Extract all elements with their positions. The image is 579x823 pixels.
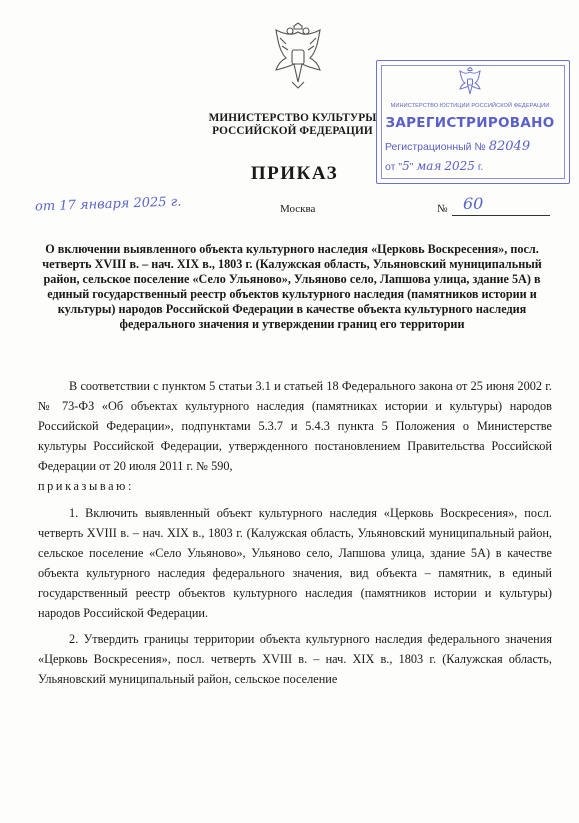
prikazyvayu-word: приказываю: xyxy=(38,479,134,494)
stamp-status: ЗАРЕГИСТРИРОВАНО xyxy=(385,115,555,131)
stamp-reg-label: Регистрационный № xyxy=(385,141,486,153)
stamp-date-line xyxy=(385,159,565,173)
stamp-reg-number-line xyxy=(385,139,565,154)
paragraph-preamble xyxy=(38,376,552,497)
preamble-text: В соответствии с пунктом 5 статьи 3.1 и статьей 18 Федерального закона от 25 июня 2002 г. № 73-ФЗ «Об объектах культурного наследия (памятниках истории и культуры) народов Российской Федерации», подпунктами 5.3.7 и 5.4.3 пункта 5 Положения о Министерстве культуры Российской Федерации, утвержденного постановлением Правительства Российской Федерации от 20 июля 2011 г. № 590, xyxy=(38,379,552,474)
stamp-date-month: мая xyxy=(416,159,442,173)
paragraph-item-1: 1. Включить выявленный объект культурного наследия «Церковь Воскресения», посл. четверть XVIII в. – нач. XIX в., 1803 г. (Калужская область, Ульяновский муниципальный район, сельское поселение «Село Ульяново», Ульяново село, Лапшова улица, здание 5А) в качестве объекта культурного наследия федерального значения, вид объекта – памятник, в единый государственный реестр объектов культурного наследия (памятников истории и культуры) народов Российской Федерации. xyxy=(38,505,552,621)
stamp-emblem-icon xyxy=(457,67,483,95)
stamp-ministry-text: МИНИСТЕРСТВО ЮСТИЦИИ РОССИЙСКОЙ ФЕДЕРАЦИИ xyxy=(390,103,550,109)
handwritten-number: 60 xyxy=(463,194,484,213)
stamp-date-day: 5 xyxy=(402,159,410,173)
stamp-reg-number: 82049 xyxy=(488,139,531,154)
city-label: Москва xyxy=(280,203,316,215)
order-heading: О включении выявленного объекта культурного наследия «Церковь Воскресения», посл. четверть XVIII в. – нач. XIX в., 1803 г. (Калужская область, Ульяновский муниципальный район, сельское поселение «Село Ульяново», Ульяново село, Лапшова улица, здание 5А) в единый государственный реестр объектов культурного наследия (памятников истории и культуры) народов Российской Федерации в качестве объекта культурного наследия федерального значения и утверждении границ его территории xyxy=(42,242,542,332)
ministry-line-2: РОССИЙСКОЙ ФЕДЕРАЦИИ xyxy=(212,125,373,137)
stamp-date-mid: " xyxy=(409,161,414,173)
stamp-date-prefix: от " xyxy=(385,161,403,173)
order-body xyxy=(38,376,552,689)
paragraph-item-2: 2. Утвердить границы территории объекта культурного наследия федерального значения «Церковь Воскресения», посл. четверть XVIII в. – нач. XIX в., 1803 г. (Калужская область, Ульяновский муниципальный район, сельское поселение xyxy=(38,632,552,687)
doc-type-title: ПРИКАЗ xyxy=(250,163,339,184)
number-underline xyxy=(452,215,550,216)
registration-stamp xyxy=(376,60,570,184)
coat-of-arms-icon xyxy=(268,22,328,90)
stamp-date-year: 2025 xyxy=(444,159,475,173)
handwritten-date: от 17 января 2025 г. xyxy=(34,194,182,215)
number-label: № xyxy=(437,203,448,215)
stamp-date-suffix: г. xyxy=(477,161,484,173)
ministry-line-1: МИНИСТЕРСТВО КУЛЬТУРЫ xyxy=(208,112,377,124)
